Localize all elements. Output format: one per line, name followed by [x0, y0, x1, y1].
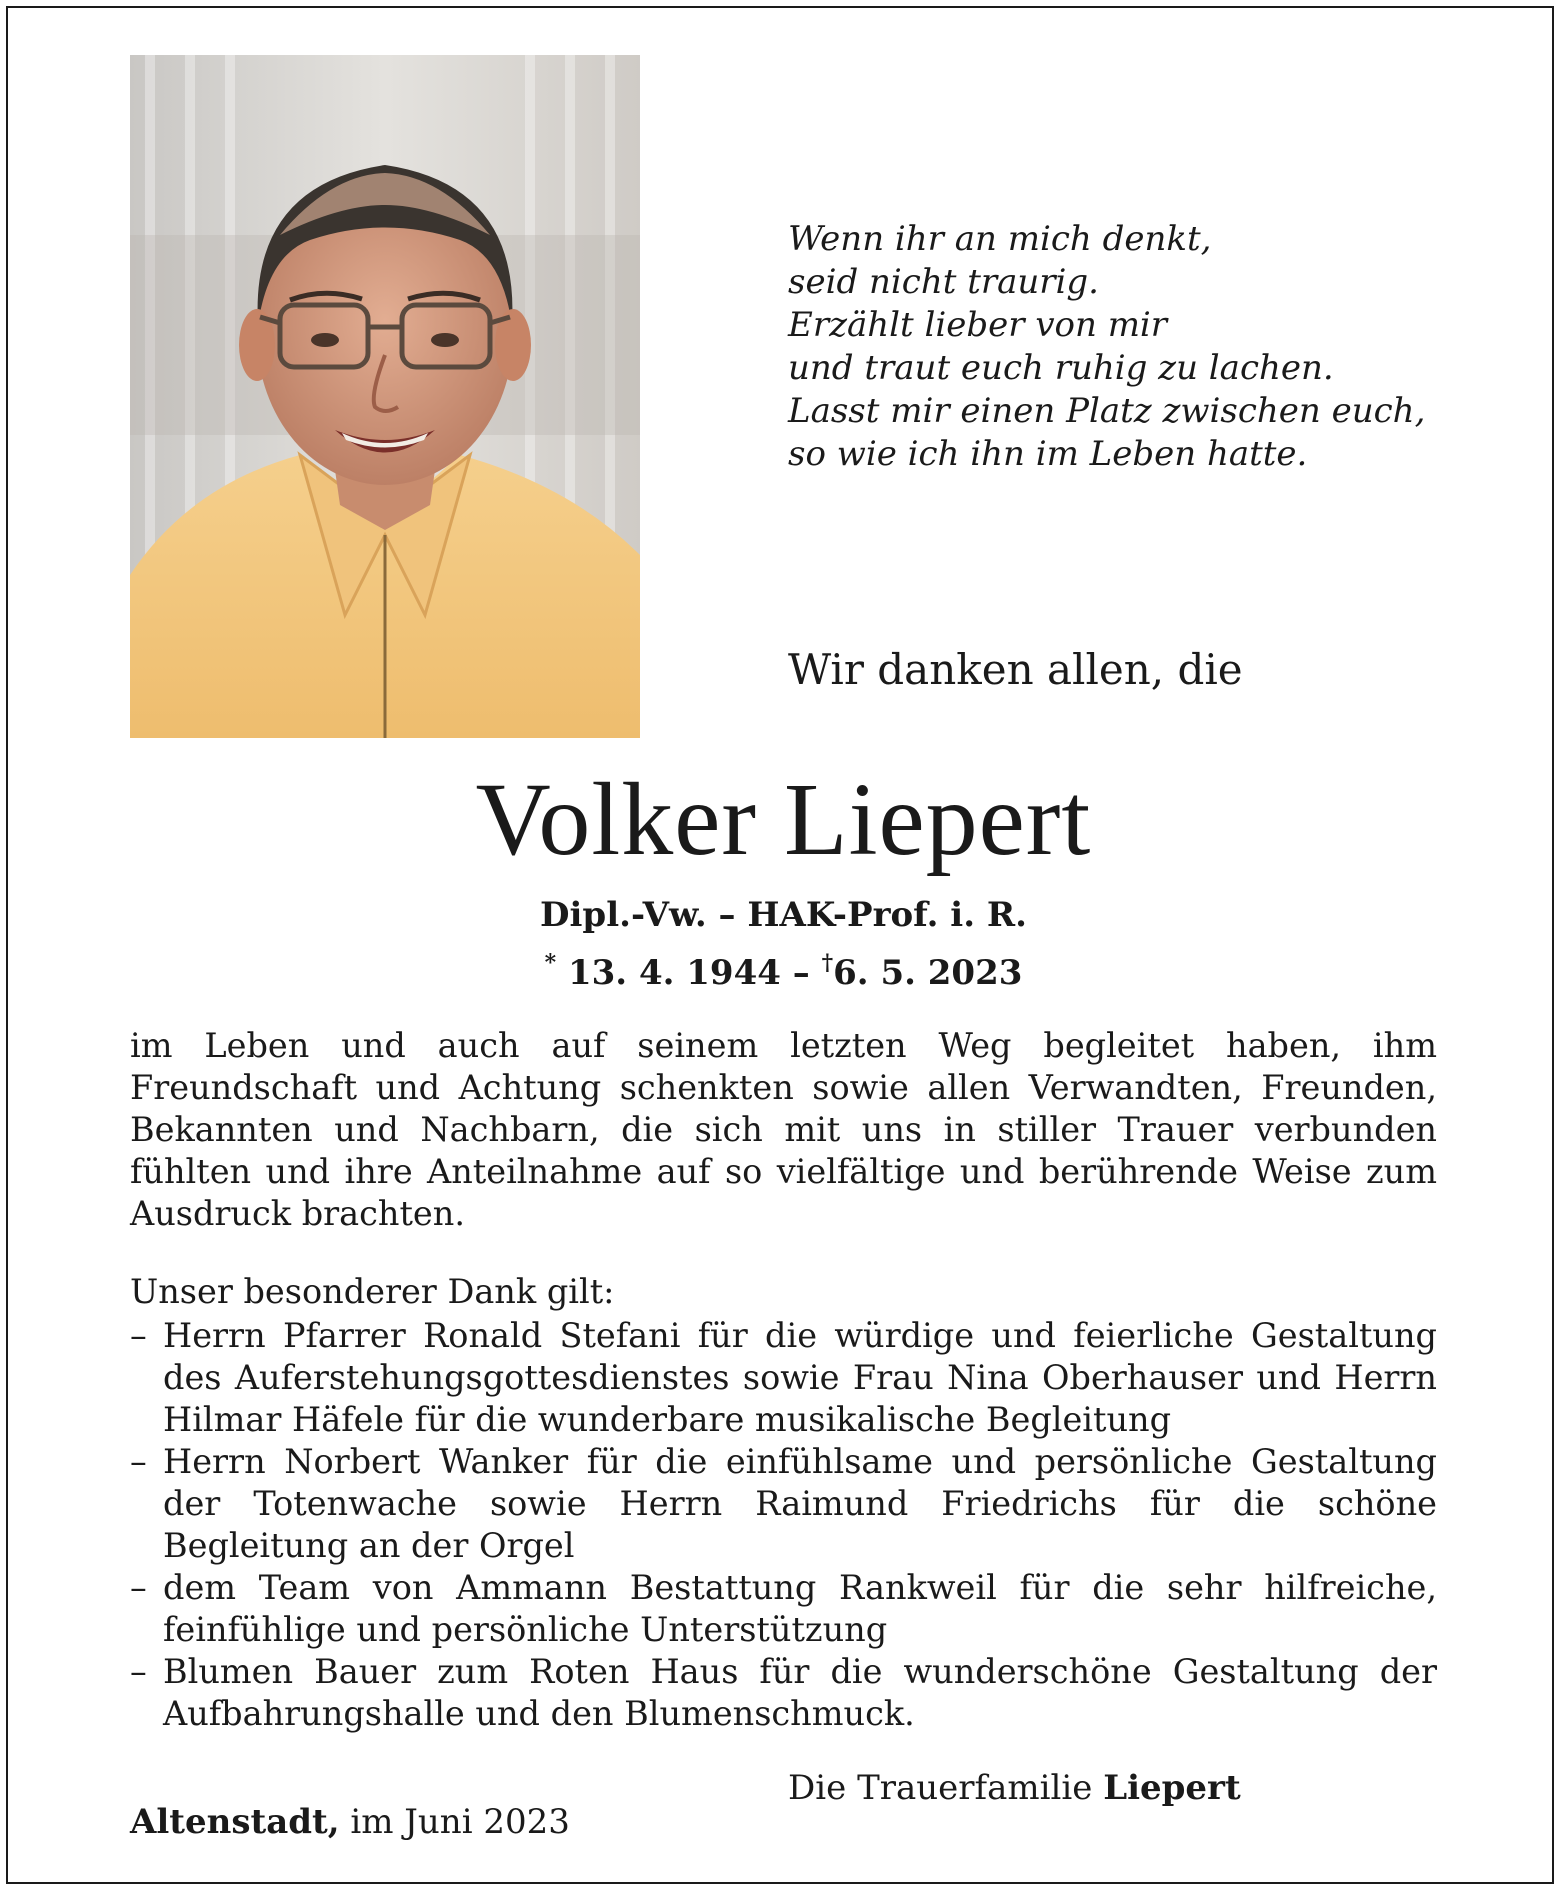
birth-symbol: *: [544, 950, 557, 976]
list-dash: –: [130, 1316, 147, 1355]
signature-prefix: Die Trauerfamilie: [788, 1768, 1093, 1808]
list-item-text: Herrn Pfarrer Ronald Stefani für die würdige und feierliche Gestaltung des Auferstehungsgottesdienstes sowie Frau Nina Oberhauser und Herrn Hilmar Häfele für die wunderbare musikalische Begleitung: [163, 1316, 1437, 1439]
list-item: [130, 1567, 1437, 1651]
poem-line: Lasst mir einen Platz zwischen euch,: [788, 391, 1426, 431]
deceased-title: Dipl.-Vw. – HAK-Prof. i. R.: [540, 895, 1027, 935]
death-symbol: †: [821, 950, 834, 976]
poem-line: so wie ich ihn im Leben hatte.: [788, 434, 1308, 474]
thanks-intro: Wir danken allen, die: [788, 645, 1243, 694]
family-name: Liepert: [1103, 1768, 1241, 1808]
poem: [788, 218, 1428, 476]
life-dates: [0, 950, 1567, 993]
deceased-name: Volker Liepert: [475, 762, 1092, 877]
list-item-text: dem Team von Ammann Bestattung Rankweil für die sehr hilfreiche, feinfühlige und persönliche Unterstützung: [163, 1568, 1437, 1649]
poem-line: und traut euch ruhig zu lachen.: [788, 348, 1334, 388]
special-thanks-heading: Unser besonderer Dank gilt:: [130, 1272, 615, 1311]
portrait-illustration: [130, 55, 640, 738]
poem-line: Wenn ihr an mich denkt,: [788, 219, 1212, 259]
list-dash: –: [130, 1652, 147, 1691]
birth-date: 13. 4. 1944: [567, 953, 781, 993]
death-date: 6. 5. 2023: [833, 953, 1023, 993]
list-item-text: Herrn Norbert Wanker für die einfühlsame und persönliche Gestaltung der Totenwache sowie Herrn Raimund Friedrichs für die schöne Begleitung an der Orgel: [163, 1442, 1437, 1565]
town: Altenstadt,: [130, 1802, 340, 1842]
poem-line: seid nicht traurig.: [788, 262, 1099, 302]
list-item: [130, 1315, 1437, 1441]
thanks-list: [130, 1315, 1437, 1735]
list-dash: –: [130, 1568, 147, 1607]
portrait-photo: [130, 55, 640, 738]
list-item-text: Blumen Bauer zum Roten Haus für die wunderschöne Gestaltung der Aufbahrungshalle und den Blumenschmuck.: [163, 1652, 1437, 1733]
date-text: im Juni 2023: [350, 1802, 570, 1842]
poem-line: Erzählt lieber von mir: [788, 305, 1168, 345]
list-dash: –: [130, 1442, 147, 1481]
list-item: [130, 1651, 1437, 1735]
thanks-body: im Leben und auch auf seinem letzten Weg begleitet haben, ihm Freundschaft und Achtung schenkten sowie allen Verwandten, Freunden, Bekannten und Nachbarn, die sich mit uns in stiller Trauer verbunden fühlten und ihre Anteilnahme auf so vielfältige und berührende Weise zum Ausdruck brachten.: [130, 1026, 1437, 1233]
list-item: [130, 1441, 1437, 1567]
place-date: [130, 1802, 570, 1842]
family-signature: [788, 1768, 1241, 1808]
date-separator: –: [792, 953, 810, 993]
